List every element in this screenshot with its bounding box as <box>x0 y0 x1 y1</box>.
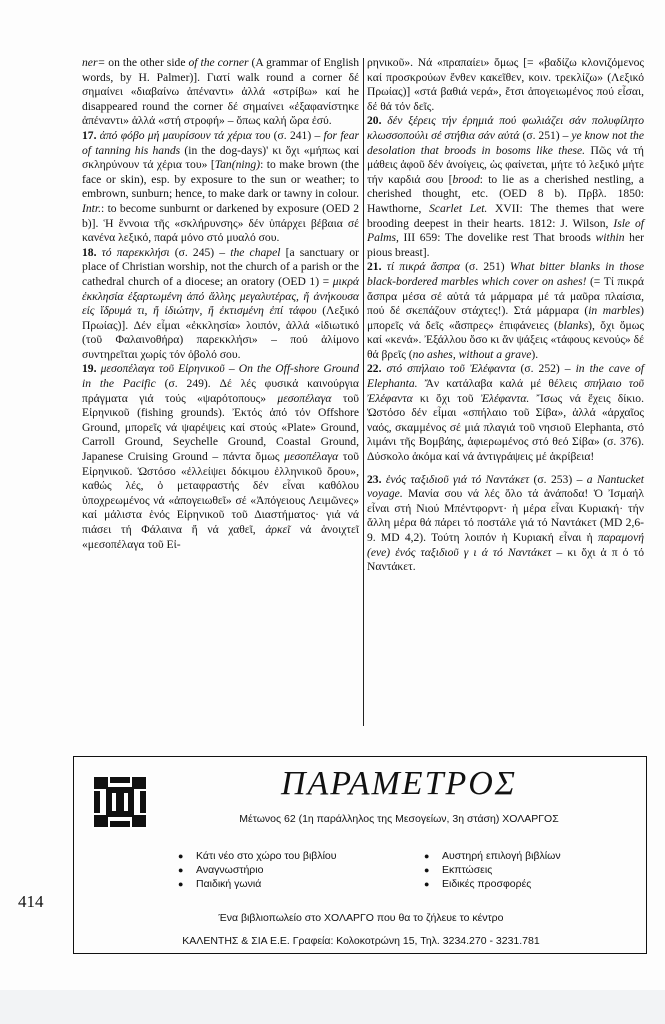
entry-text: (Λεξικό Πρωίας)]. Δέν εἶμαι «ἐκκλησία» λοιπόν, ἀλλά «ἰδιωτικό (τοῦ Φαλαινοθήρα) παρεκκλήσι» – πού ἀλίμονο συντηρεῖται χωρίς τόν ὀβολό σου. <box>82 304 359 361</box>
ad-feature-item: ● Αναγνωστήριο <box>178 863 337 877</box>
entry-text: ) μπορεῖς νά δεῖς «ἄσπρες» ἐπιφάνειες ( <box>367 304 644 332</box>
entry-text: κι ὄχι τοῦ <box>412 391 481 405</box>
entry-text: (σ. 249). Δέ λές φυσικά καινούργια πράγματα γιά τούς «ψαρότοπους» <box>82 377 359 405</box>
entry-text: (A grammar of English words, by H. Palmer)]. Γιατί walk round a corner δέ σημαίνει «διαβαίνω ἀπέναντι» ἀλλά «στρίβω» καί he disappeared round the corner δέ σημαίνει «ἐξαφανίστηκε ἀπέναντι» ἀλλά «στή στροφή» – ὅπως καλή ὥρα ἐσύ. <box>82 56 359 128</box>
ad-features-right <box>424 849 561 891</box>
entry-text: Intr. <box>82 201 102 215</box>
ad-tagline: Ένα βιβλιοπωλείο στο ΧΟΛΑΡΓΟ που θα το ζήλευε το κέντρο <box>218 912 504 924</box>
entry-text: brood <box>452 172 480 186</box>
entry-text: Ἐλέφαντα. <box>480 391 530 405</box>
entry-text: ). <box>531 347 539 361</box>
glossary-entry-c19 <box>367 56 644 114</box>
ad-feature-item: ● Παιδική γωνιά <box>178 877 337 891</box>
entry-text: XVII: The themes that were brooding deepest in their hearts. 1812: J. Wilson, <box>367 201 645 230</box>
entry-text: On the Off-shore Ground in the Pacific <box>82 362 359 391</box>
entry-number: 19. <box>82 362 97 376</box>
entry-text: within <box>595 231 625 245</box>
ad-address <box>184 813 614 825</box>
entry-text: her pious breast]. <box>367 231 644 259</box>
glossary-entry-e22 <box>367 362 644 464</box>
entry-number: 18. <box>82 245 97 259</box>
entry-text: παραμονή (eve) ἑνός ταξιδιοῦ γ ι ά τό Ναντάκετ <box>367 531 644 559</box>
ad-features-left <box>178 849 337 891</box>
entry-text: (= Τί πικρά ἄσπρα μέσα σέ αὐτά τά μάρμαρα μέ τά μαῦρα πλαίσια, πού δέ σκεπάζουν στάχτες!). Στά μάρμαρα ( <box>367 274 644 318</box>
entry-text: (σ. 253) – <box>529 472 587 486</box>
entry-text: Πῶς νά τή μάθεις ἀφοῦ δέν ἀνοίγεις, ὡς φαίνεται, μήτε τό λεξικό μήτε τήν καρδιά σου [ <box>367 143 644 186</box>
ad-title: ΠΑΡΑΜΕΤΡΟΣ <box>280 765 518 802</box>
entry-text: Μανία σου νά λές ὅλο τά ἀνάποδα! Ὁ Ἰσμαήλ εἶναι στή Νιού Μπέντφορντ· ἡ μέρα εἶναι Κυριακή· τήν ἄλλη μέρα θά πάρει τό ποστάλε γιά τό Ναντάκετ (MD 2,6-9. MD 4,2). Τούτη λοιπόν ἡ Κυριακή εἶναι ἡ <box>367 487 644 544</box>
glossary-entry-e21 <box>367 260 644 362</box>
entry-text: Isle of Palms, <box>367 216 644 245</box>
entry-text: μεσοπέλαγα τοῦ Εἰρηνικοῦ <box>96 362 225 376</box>
entry-text: ), ὄχι ὅμως καί «κενά». Ἐξάλλου ὅσο κι ἄν ψάξεις «τάφους κενούς» δέ θά βρεῖς ( <box>367 318 644 361</box>
entry-text: τοῦ Εἰρηνικοῦ (fishing grounds). Ἐκτός ἀπό τόν Offshore Ground, μπορεῖς νά ψαρέψεις καί στούς «Plate» Ground, Carroll Ground, Seychelle Ground, Coastal Ground, Japanese Cruising Ground – πάντα ὅμως <box>82 391 359 464</box>
entry-text: τοῦ Εἰρηνικοῦ. Ὡστόσο «ἐλλείψει δόκιμου ἑλληνικοῦ ὅρου», καθώς λές, ὁ μεταφραστής δέν εἶναι καθόλου ὑποχρεωμένος νά «ἀπογειωθεῖ» σέ «Ἀπόγειους Λειμῶνες» καί μάλιστα ἑνός Εἰρηνικοῦ τοῦ Διαστήματος· γιά νά πιάσει τή Φάλαινα ἤ νά χαθεῖ, <box>82 450 359 536</box>
bookstore-logo-icon <box>92 775 148 829</box>
entry-text: : to become sunburnt or darkened by exposure (OED 2 b)]. Ἡ ἔννοια τῆς «σκλήρυνσης» δέν ὑπάρχει βέβαια σέ κανένα λεξικό, παρά μόνο στό μυαλό σου. <box>82 201 359 245</box>
entry-text: Scarlet Let. <box>429 201 488 215</box>
entry-text: – <box>224 362 239 376</box>
entry-number: 20. <box>367 114 382 128</box>
entry-text: blanks <box>557 318 589 332</box>
glossary-entry-e18 <box>82 246 359 363</box>
entry-text: : to lie as a cherished nestling, a cherished thought, etc. (OED 8 b). Πρβλ. 1850: Hawthorne, <box>367 172 644 215</box>
entry-text: ner= <box>82 56 106 69</box>
entry-text: τί πικρά ἄσπρα <box>381 260 460 274</box>
advertisement-box <box>73 756 647 954</box>
entry-text: (σ. 241) – <box>270 128 324 142</box>
entry-text: μικρά ἐκκλησία ἐξαρτωμένη ἀπό ἄλλης μεγαλυτέρας, ἤ ἀνήκουσα εἰς ἵδρυμά τι, ἤ ἰδιώτην, ἤ ἐκτισμένη ἐπί τάφου <box>82 274 359 318</box>
entry-text: on the other side <box>105 56 189 69</box>
entry-text: What bitter blanks in those black-bordered marbles which cover on ashes! <box>367 260 644 288</box>
page-number: 414 <box>18 892 44 911</box>
entry-text: (σ. 251) <box>459 260 510 274</box>
entry-text: ἀρκεῖ <box>265 523 291 536</box>
entry-text: in the cave of Elephanta. <box>367 362 644 391</box>
entry-text: – κι ὄχι ἀ π ό τό Ναντάκετ. <box>367 545 644 574</box>
entry-text: νά ἀνοιχτεῖ «μεσοπέλαγα τοῦ Εἰ- <box>82 523 359 551</box>
entry-text: : to make brown (the face or skin), esp. by exposure to the sun or weather; to embrown, sunburn; hence, to make dark or tawny in colour. <box>82 158 359 201</box>
address-text: Μέτωνος 62 (1η παράλληλος της Μεσογείων, 3η στάση) ΧΟΛΑΡΓΟΣ <box>239 813 559 825</box>
entry-text: III 659: The dovelike rest That broods <box>398 231 596 245</box>
entry-text: [a sanctuary or place of Christian worship, not the church of a parish or the cathedral church of a diocese; an oratory (OED 1) = <box>82 245 359 288</box>
glossary-entry-e19 <box>82 362 359 552</box>
paragraph-gap <box>367 465 644 473</box>
entry-text: σπήλαιο τοῦ Ἐλέφαντα <box>367 377 644 405</box>
entry-text: (σ. 252) – <box>515 362 576 376</box>
ad-feature-item: ● Εκπτώσεις <box>424 863 561 877</box>
entry-text: μεσοπέλαγα <box>284 450 339 464</box>
entry-text: (σ. 251) – <box>519 128 572 142</box>
left-column <box>82 56 359 552</box>
glossary-entry-e23 <box>367 473 644 575</box>
entry-text: ἑνός ταξιδιοῦ γιά τό Ναντάκετ <box>381 472 530 486</box>
entry-text: (σ. 245) – <box>169 245 231 259</box>
entry-text: ρηνικοῦ». Νά «πραπαίει» ὅμως [= «βαδίζω κλονιζόμενος καί προσκρούων ἔνθεν κακεῖθεν, κοιν. τρεκλίζω» (Λεξικό Πρωίας)] «στά βαθιά νερά», ἔτσι ἀπογειωμένος πού εἶσαι, δέ θά τόν δεῖς. <box>367 56 644 113</box>
glossary-entry-c16 <box>82 56 359 129</box>
entry-text: in marbles <box>588 304 641 318</box>
entry-text: ἀπό φόβο μή μαυρίσουν τά χέρια του <box>96 128 271 142</box>
entry-text: (in the dog-days)' κι ὄχι «μήπως καί σκληρύνουν τά χέρια του» [ <box>82 143 359 172</box>
entry-text: a Nantucket voyage. <box>367 472 644 501</box>
entry-number: 21. <box>367 260 382 274</box>
entry-text: Ἴσως νά ἔχεις δίκιο. Ὡστόσο δέν εἶμαι «σπήλαιο τοῦ Σίβα», ἀλλά «ἀρχαῖος ναός, σκαμμένος σέ μιά πλαγιά τοῦ νησιοῦ Elephanta, στό λιμάνι τῆς Βομβάης, ἀφιερωμένος στό θεό Σίβα» (σ. 376). Δύσκολο ἀκόμα καί νά ἀντιγράψεις μέ ἀκρίβεια! <box>367 391 644 464</box>
entry-number: 23. <box>367 472 382 486</box>
glossary-entry-e20 <box>367 114 644 260</box>
entry-text: τό παρεκκλήσι <box>96 245 170 259</box>
scan-margin <box>0 990 665 1024</box>
entry-number: 17. <box>82 128 97 142</box>
ad-feature-item: ● Κάτι νέο στο χώρο του βιβλίου <box>178 849 337 863</box>
ad-feature-item: ● Αυστηρή επιλογή βιβλίων <box>424 849 561 863</box>
column-divider <box>363 58 364 726</box>
entry-text: of the corner <box>188 56 249 69</box>
entry-text: the chapel <box>230 245 281 259</box>
entry-text: δέν ξέρεις τήν ἐρημιά πού φωλιάζει σάν πολυφίλητο κλωσσοπούλι σέ στήθια σάν αὐτά <box>367 114 644 142</box>
ad-feature-item: ● Ειδικές προσφορές <box>424 877 561 891</box>
entry-text: Tan(ning) <box>214 158 261 172</box>
ad-contact-footer: ΚΑΛΕΝΤΗΣ & ΣΙΑ Ε.Ε. Γραφεία: Κολοκοτρώνη 15, Τηλ. 3234.270 - 3231.781 <box>182 935 540 947</box>
entry-number: 22. <box>367 362 382 376</box>
right-column <box>367 56 644 575</box>
entry-text: for fear of tanning his hands <box>82 128 359 157</box>
entry-text: Ἄν κατάλαβα καλά μέ θέλεις <box>417 377 585 391</box>
entry-text: no ashes, without a grave <box>412 347 532 361</box>
entry-text: ye know not the desolation that broods in bosoms like these. <box>367 128 644 157</box>
glossary-entry-e17 <box>82 129 359 246</box>
entry-text: στό σπήλαιο τοῦ Ἐλέφαντα <box>381 362 516 376</box>
entry-text: μεσοπέλαγα <box>277 391 332 405</box>
